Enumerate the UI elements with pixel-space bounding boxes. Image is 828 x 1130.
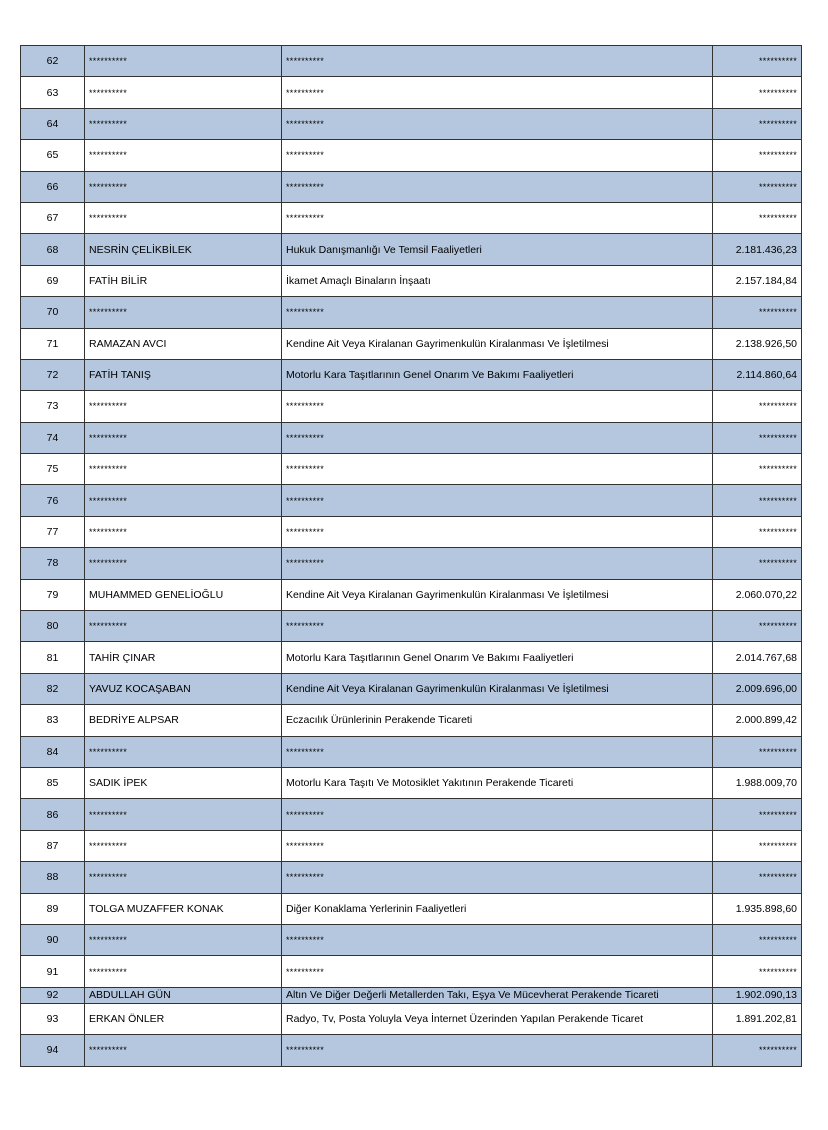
amount-cell: **********	[713, 611, 802, 642]
table-row	[21, 956, 802, 987]
taxpayer-name-cell: **********	[85, 77, 282, 108]
activity-cell: **********	[282, 108, 713, 139]
activity-cell: **********	[282, 46, 713, 77]
taxpayer-name-cell: **********	[85, 454, 282, 485]
table-row	[21, 799, 802, 830]
taxpayer-name-cell: **********	[85, 391, 282, 422]
activity-cell: **********	[282, 736, 713, 767]
taxpayer-name-cell: RAMAZAN AVCI	[85, 328, 282, 359]
amount-cell: 2.014.767,68	[713, 642, 802, 673]
taxpayer-name-cell: MUHAMMED GENELİOĞLU	[85, 579, 282, 610]
table-row	[21, 454, 802, 485]
activity-cell: **********	[282, 297, 713, 328]
row-number-cell: 86	[21, 799, 85, 830]
activity-cell: **********	[282, 77, 713, 108]
table-row	[21, 642, 802, 673]
row-number-cell: 76	[21, 485, 85, 516]
taxpayer-name-cell: **********	[85, 297, 282, 328]
amount-cell: **********	[713, 830, 802, 861]
taxpayer-name-cell: **********	[85, 830, 282, 861]
table-body	[21, 46, 802, 1067]
amount-cell: **********	[713, 548, 802, 579]
table-row	[21, 579, 802, 610]
table-row	[21, 1003, 802, 1034]
amount-cell: **********	[713, 736, 802, 767]
table-row	[21, 391, 802, 422]
taxpayer-name-cell: FATİH BİLİR	[85, 265, 282, 296]
amount-cell: 2.157.184,84	[713, 265, 802, 296]
taxpayer-name-cell: **********	[85, 611, 282, 642]
amount-cell: **********	[713, 422, 802, 453]
activity-cell: Eczacılık Ürünlerinin Perakende Ticareti	[282, 705, 713, 736]
taxpayer-name-cell: SADIK İPEK	[85, 767, 282, 798]
amount-cell: **********	[713, 202, 802, 233]
taxpayer-name-cell: **********	[85, 862, 282, 893]
row-number-cell: 87	[21, 830, 85, 861]
activity-cell: Hukuk Danışmanlığı Ve Temsil Faaliyetleri	[282, 234, 713, 265]
taxpayer-name-cell: YAVUZ KOCAŞABAN	[85, 673, 282, 704]
activity-cell: **********	[282, 1035, 713, 1066]
activity-cell: **********	[282, 830, 713, 861]
table-row	[21, 924, 802, 955]
row-number-cell: 94	[21, 1035, 85, 1066]
amount-cell: **********	[713, 799, 802, 830]
table-row	[21, 140, 802, 171]
row-number-cell: 90	[21, 924, 85, 955]
taxpayer-name-cell: BEDRİYE ALPSAR	[85, 705, 282, 736]
activity-cell: Motorlu Kara Taşıtı Ve Motosiklet Yakıtının Perakende Ticareti	[282, 767, 713, 798]
taxpayer-name-cell: **********	[85, 46, 282, 77]
table-row	[21, 46, 802, 77]
row-number-cell: 65	[21, 140, 85, 171]
table-row	[21, 673, 802, 704]
activity-cell: **********	[282, 454, 713, 485]
table-row	[21, 1035, 802, 1066]
table-row	[21, 77, 802, 108]
row-number-cell: 71	[21, 328, 85, 359]
table-row	[21, 234, 802, 265]
amount-cell: **********	[713, 297, 802, 328]
taxpayer-name-cell: NESRİN ÇELİKBİLEK	[85, 234, 282, 265]
activity-cell: **********	[282, 391, 713, 422]
activity-cell: Kendine Ait Veya Kiralanan Gayrimenkulün Kiralanması Ve İşletilmesi	[282, 579, 713, 610]
amount-cell: **********	[713, 140, 802, 171]
row-number-cell: 66	[21, 171, 85, 202]
table-row	[21, 297, 802, 328]
table-row	[21, 265, 802, 296]
row-number-cell: 62	[21, 46, 85, 77]
table-row	[21, 171, 802, 202]
amount-cell: 1.902.090,13	[713, 987, 802, 1003]
activity-cell: **********	[282, 485, 713, 516]
taxpayer-name-cell: TAHİR ÇINAR	[85, 642, 282, 673]
row-number-cell: 70	[21, 297, 85, 328]
taxpayer-name-cell: **********	[85, 956, 282, 987]
activity-cell: **********	[282, 171, 713, 202]
taxpayer-name-cell: TOLGA MUZAFFER KONAK	[85, 893, 282, 924]
amount-cell: **********	[713, 956, 802, 987]
taxpayer-name-cell: **********	[85, 171, 282, 202]
row-number-cell: 82	[21, 673, 85, 704]
table-row	[21, 328, 802, 359]
row-number-cell: 69	[21, 265, 85, 296]
row-number-cell: 89	[21, 893, 85, 924]
taxpayer-name-cell: **********	[85, 1035, 282, 1066]
amount-cell: 1.988.009,70	[713, 767, 802, 798]
table-row	[21, 893, 802, 924]
taxpayer-name-cell: **********	[85, 924, 282, 955]
row-number-cell: 92	[21, 987, 85, 1003]
table-row	[21, 705, 802, 736]
row-number-cell: 64	[21, 108, 85, 139]
amount-cell: 1.935.898,60	[713, 893, 802, 924]
amount-cell: **********	[713, 46, 802, 77]
row-number-cell: 75	[21, 454, 85, 485]
table-row	[21, 422, 802, 453]
table-row	[21, 767, 802, 798]
activity-cell: Kendine Ait Veya Kiralanan Gayrimenkulün Kiralanması Ve İşletilmesi	[282, 673, 713, 704]
row-number-cell: 74	[21, 422, 85, 453]
amount-cell: 2.000.899,42	[713, 705, 802, 736]
activity-cell: Altın Ve Diğer Değerli Metallerden Takı, Eşya Ve Mücevherat Perakende Ticareti	[282, 987, 713, 1003]
table-row	[21, 108, 802, 139]
row-number-cell: 81	[21, 642, 85, 673]
activity-cell: Diğer Konaklama Yerlerinin Faaliyetleri	[282, 893, 713, 924]
taxpayer-name-cell: **********	[85, 140, 282, 171]
activity-cell: **********	[282, 924, 713, 955]
table-row	[21, 862, 802, 893]
row-number-cell: 79	[21, 579, 85, 610]
taxpayer-name-cell: **********	[85, 516, 282, 547]
activity-cell: **********	[282, 956, 713, 987]
taxpayer-name-cell: **********	[85, 422, 282, 453]
row-number-cell: 83	[21, 705, 85, 736]
activity-cell: Motorlu Kara Taşıtlarının Genel Onarım Ve Bakımı Faaliyetleri	[282, 642, 713, 673]
taxpayer-name-cell: ABDULLAH GÜN	[85, 987, 282, 1003]
row-number-cell: 72	[21, 359, 85, 390]
taxpayer-name-cell: **********	[85, 799, 282, 830]
amount-cell: **********	[713, 862, 802, 893]
amount-cell: **********	[713, 108, 802, 139]
taxpayer-name-cell: **********	[85, 548, 282, 579]
table-row	[21, 485, 802, 516]
table-row	[21, 830, 802, 861]
amount-cell: 2.114.860,64	[713, 359, 802, 390]
row-number-cell: 68	[21, 234, 85, 265]
amount-cell: **********	[713, 1035, 802, 1066]
taxpayer-name-cell: FATİH TANIŞ	[85, 359, 282, 390]
amount-cell: **********	[713, 454, 802, 485]
amount-cell: **********	[713, 391, 802, 422]
amount-cell: **********	[713, 924, 802, 955]
amount-cell: 2.181.436,23	[713, 234, 802, 265]
table-row	[21, 736, 802, 767]
taxpayer-name-cell: ERKAN ÖNLER	[85, 1003, 282, 1034]
taxpayer-list-table	[20, 45, 802, 1067]
taxpayer-name-cell: **********	[85, 202, 282, 233]
row-number-cell: 80	[21, 611, 85, 642]
activity-cell: İkamet Amaçlı Binaların İnşaatı	[282, 265, 713, 296]
row-number-cell: 84	[21, 736, 85, 767]
activity-cell: **********	[282, 422, 713, 453]
amount-cell: **********	[713, 516, 802, 547]
amount-cell: 1.891.202,81	[713, 1003, 802, 1034]
table-row	[21, 987, 802, 1003]
activity-cell: Radyo, Tv, Posta Yoluyla Veya İnternet Üzerinden Yapılan Perakende Ticaret	[282, 1003, 713, 1034]
row-number-cell: 63	[21, 77, 85, 108]
activity-cell: **********	[282, 548, 713, 579]
taxpayer-name-cell: **********	[85, 485, 282, 516]
row-number-cell: 67	[21, 202, 85, 233]
table-row	[21, 359, 802, 390]
activity-cell: **********	[282, 862, 713, 893]
activity-cell: **********	[282, 202, 713, 233]
amount-cell: **********	[713, 171, 802, 202]
activity-cell: **********	[282, 799, 713, 830]
activity-cell: **********	[282, 611, 713, 642]
row-number-cell: 78	[21, 548, 85, 579]
row-number-cell: 77	[21, 516, 85, 547]
activity-cell: **********	[282, 516, 713, 547]
amount-cell: 2.009.696,00	[713, 673, 802, 704]
row-number-cell: 73	[21, 391, 85, 422]
row-number-cell: 93	[21, 1003, 85, 1034]
taxpayer-name-cell: **********	[85, 108, 282, 139]
row-number-cell: 91	[21, 956, 85, 987]
table-row	[21, 611, 802, 642]
table-row	[21, 548, 802, 579]
table-row	[21, 202, 802, 233]
activity-cell: Kendine Ait Veya Kiralanan Gayrimenkulün Kiralanması Ve İşletilmesi	[282, 328, 713, 359]
taxpayer-list-table-container	[20, 45, 802, 1067]
activity-cell: **********	[282, 140, 713, 171]
amount-cell: 2.138.926,50	[713, 328, 802, 359]
activity-cell: Motorlu Kara Taşıtlarının Genel Onarım Ve Bakımı Faaliyetleri	[282, 359, 713, 390]
amount-cell: **********	[713, 485, 802, 516]
amount-cell: **********	[713, 77, 802, 108]
amount-cell: 2.060.070,22	[713, 579, 802, 610]
row-number-cell: 88	[21, 862, 85, 893]
row-number-cell: 85	[21, 767, 85, 798]
table-row	[21, 516, 802, 547]
taxpayer-name-cell: **********	[85, 736, 282, 767]
